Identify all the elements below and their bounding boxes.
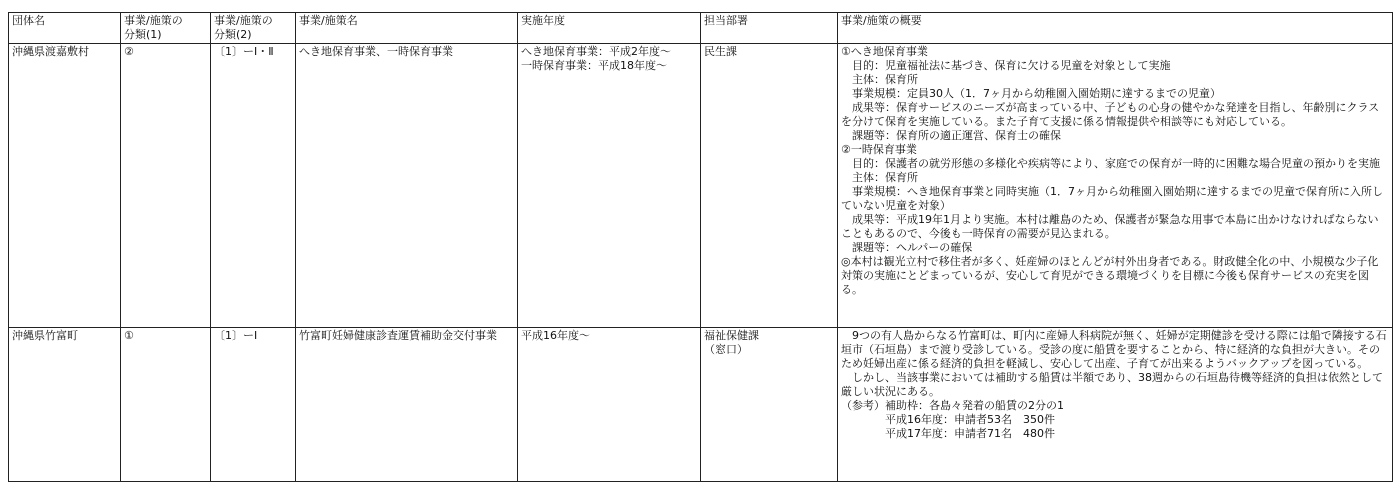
class1-cell: ①	[121, 327, 211, 481]
project-name-cell: 竹富町妊婦健康診査運賃補助金交付事業	[296, 327, 518, 481]
org-cell: 沖縄県竹富町	[9, 327, 121, 481]
overview-line: 成果等：平成19年1月より実施。本村は離島のため、保護者が緊急な用事で本島に出かけなければならないこともあるので、今後も一時保育の需要が見込まれる。	[841, 213, 1379, 240]
overview-line: （参考）補助枠：各島々発着の船賃の2分の1	[841, 398, 1064, 412]
project-name-cell: へき地保育事業、一時保育事業	[296, 44, 518, 328]
table-row	[9, 327, 1393, 481]
year-cell	[518, 327, 701, 481]
overview-cell	[838, 44, 1393, 328]
overview-line: ◎本村は観光立村で移住者が多く、妊産婦のほとんどが村外出身者である。財政健全化の中、小規模な少子化対策の実施にとどまっているが、安心して育児ができる環境づくりを目標に今後も保育サービスの充実を図る。	[841, 255, 1379, 296]
overview-line: 課題等：保育所の適正運営、保育士の確保	[841, 129, 1061, 142]
header-row	[9, 13, 1393, 44]
class1-cell: ②	[121, 44, 211, 328]
overview-cell	[838, 327, 1393, 481]
dept-line: （窓口）	[704, 342, 748, 356]
overview-line: ①へき地保育事業	[841, 45, 928, 58]
class2-cell: 〔1〕ーⅠ	[211, 327, 296, 481]
overview-line: 主体：保育所	[841, 171, 918, 184]
overview-line: 課題等：ヘルパーの確保	[841, 241, 973, 254]
overview-line: 9つの有人島からなる竹富町は、町内に産婦人科病院が無く、妊婦が定期健診を受ける際には船で隣接する石垣市（石垣島）まで渡り受診している。受診の度に船賃を要することから、特に経済的な負担が大きい。そのため妊婦出産に係る経済的負担を軽減し、安心して出産、子育てが出来るようバックアップを図っている。	[841, 328, 1387, 370]
overview-line: 目的：保護者の就労形態の多様化や疾病等により、家庭での保育が一時的に困難な場合児童の預かりを実施	[841, 157, 1380, 170]
year-cell	[518, 44, 701, 328]
overview-line: 事業規模：へき地保育事業と同時実施（1．7ヶ月から幼稚園入園始期に達するまでの児童で保育所に入所していない児童を対象）	[841, 185, 1383, 212]
overview-line: 事業規模：定員30人（1．7ヶ月から幼稚園入園始期に達するまでの児童）	[841, 87, 1221, 100]
overview-line: ②一時保育事業	[841, 143, 917, 156]
year-line: 平成16年度～	[521, 328, 590, 342]
overview-line: 主体：保育所	[841, 73, 918, 86]
year-line: 一時保育事業：平成18年度～	[521, 59, 667, 72]
header-overview: 事業/施策の概要	[838, 13, 1393, 44]
table-row	[9, 44, 1393, 328]
dept-cell	[701, 327, 838, 481]
header-org: 団体名	[9, 13, 121, 44]
header-class2: 事業/施策の 分類(2)	[211, 13, 296, 44]
dept-cell	[701, 44, 838, 328]
overview-line: 平成17年度：申請者71名 480件	[841, 426, 1055, 440]
dept-line: 福祉保健課	[704, 328, 759, 342]
year-line: へき地保育事業：平成2年度～	[521, 45, 671, 58]
overview-line: 目的：児童福祉法に基づき、保育に欠ける児童を対象として実施	[841, 59, 1171, 72]
dept-line: 民生課	[704, 45, 737, 58]
header-name: 事業/施策名	[296, 13, 518, 44]
header-class1: 事業/施策の 分類(1)	[121, 13, 211, 44]
header-year: 実施年度	[518, 13, 701, 44]
overview-line: 成果等：保育サービスのニーズが高まっている中、子どもの心身の健やかな発達を目指し、年齢別にクラスを分けて保育を実施している。また子育て支援に係る情報提供や相談等にも対応している。	[841, 101, 1380, 128]
org-cell: 沖縄県渡嘉敷村	[9, 44, 121, 328]
class2-cell: 〔1〕ーⅠ・Ⅱ	[211, 44, 296, 328]
header-dept: 担当部署	[701, 13, 838, 44]
overview-line: しかし、当該事業においては補助する船賃は半額であり、38週からの石垣島待機等経済的負担は依然として厳しい状況にある。	[841, 370, 1383, 398]
municipal-projects-table	[8, 12, 1393, 482]
overview-line: 平成16年度：申請者53名 350件	[841, 412, 1055, 426]
